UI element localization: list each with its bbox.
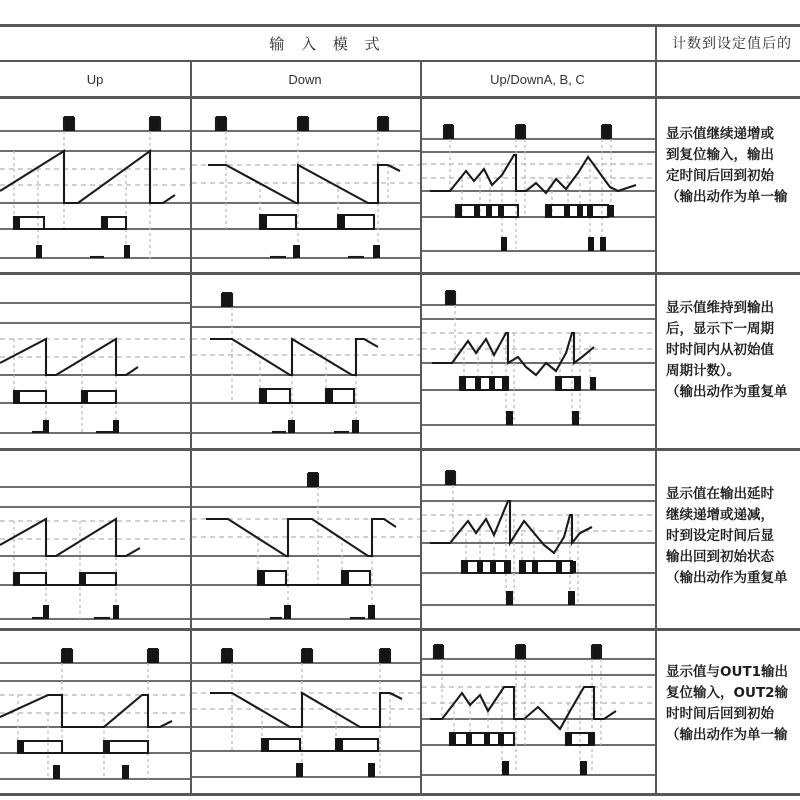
waveform-row1-down [192, 99, 420, 272]
column-header-up [0, 66, 190, 94]
waveform-row1-updown [422, 99, 655, 272]
waveform-row4-up [0, 631, 190, 793]
description-row2-line5: （输出动作为重复单 [666, 384, 788, 400]
description-row2-line2: 后，显示下一周期 [666, 321, 774, 337]
description-row3-line4: 输出回到初始状态 [666, 549, 774, 565]
description-row4-line2: 复位输入，OUT2输 [666, 685, 789, 701]
description-row2-line4: 周期计数）。 [666, 363, 741, 379]
table-rule-bottom [0, 793, 800, 796]
waveform-row3-down [192, 451, 420, 628]
waveform-row2-down [192, 275, 420, 448]
waveform-row3-up [0, 451, 190, 628]
description-row2 [666, 298, 800, 403]
column-header-up-label: Up [86, 72, 104, 87]
column-header-down [190, 66, 420, 94]
waveform-row2-updown [422, 275, 655, 448]
waveform-row2-up [0, 275, 190, 448]
column-header-updown [420, 66, 655, 94]
description-row1-line4: （输出动作为单一输 [666, 189, 788, 205]
header-input-mode-group [0, 28, 655, 60]
description-row3 [666, 484, 800, 589]
waveform-row3-updown [422, 451, 655, 628]
header-after-count-text: 计数到设定值后的 [672, 36, 792, 52]
description-row2-line1: 显示值维持到输出 [666, 300, 774, 316]
description-row4-line3: 时时间后回到初始 [666, 706, 774, 722]
column-header-down-label: Down [288, 72, 322, 87]
description-row1-line1: 显示值继续递增或 [666, 126, 774, 142]
column-header-updown-label: Up/DownA, B, C [490, 72, 585, 87]
table-col-divider-3 [655, 24, 657, 793]
description-row1-line3: 定时间后回到初始 [666, 168, 774, 184]
header-after-count-label [672, 28, 792, 60]
description-row4 [666, 662, 800, 746]
description-row3-line3: 时到设定时间后显 [666, 528, 774, 544]
header-input-mode-label: 输 入 模 式 [269, 35, 386, 53]
description-row3-line5: （输出动作为重复单 [666, 570, 788, 586]
waveform-row1-up [0, 99, 190, 272]
description-row4-line4: （输出动作为单一输 [666, 727, 788, 743]
description-row4-line1: 显示值与OUT1输出 [666, 664, 789, 680]
waveform-row4-down [192, 631, 420, 793]
description-row1 [666, 124, 800, 208]
table-rule-top [0, 24, 800, 27]
description-row1-line2: 到复位输入，输出 [666, 147, 774, 163]
table-rule-hdr1 [0, 60, 800, 62]
description-row2-line3: 时时间内从初始值 [666, 342, 774, 358]
description-row3-line2: 继续递增或递减， [666, 507, 774, 523]
description-row3-line1: 显示值在输出延时 [666, 486, 774, 502]
waveform-row4-updown [422, 631, 655, 793]
